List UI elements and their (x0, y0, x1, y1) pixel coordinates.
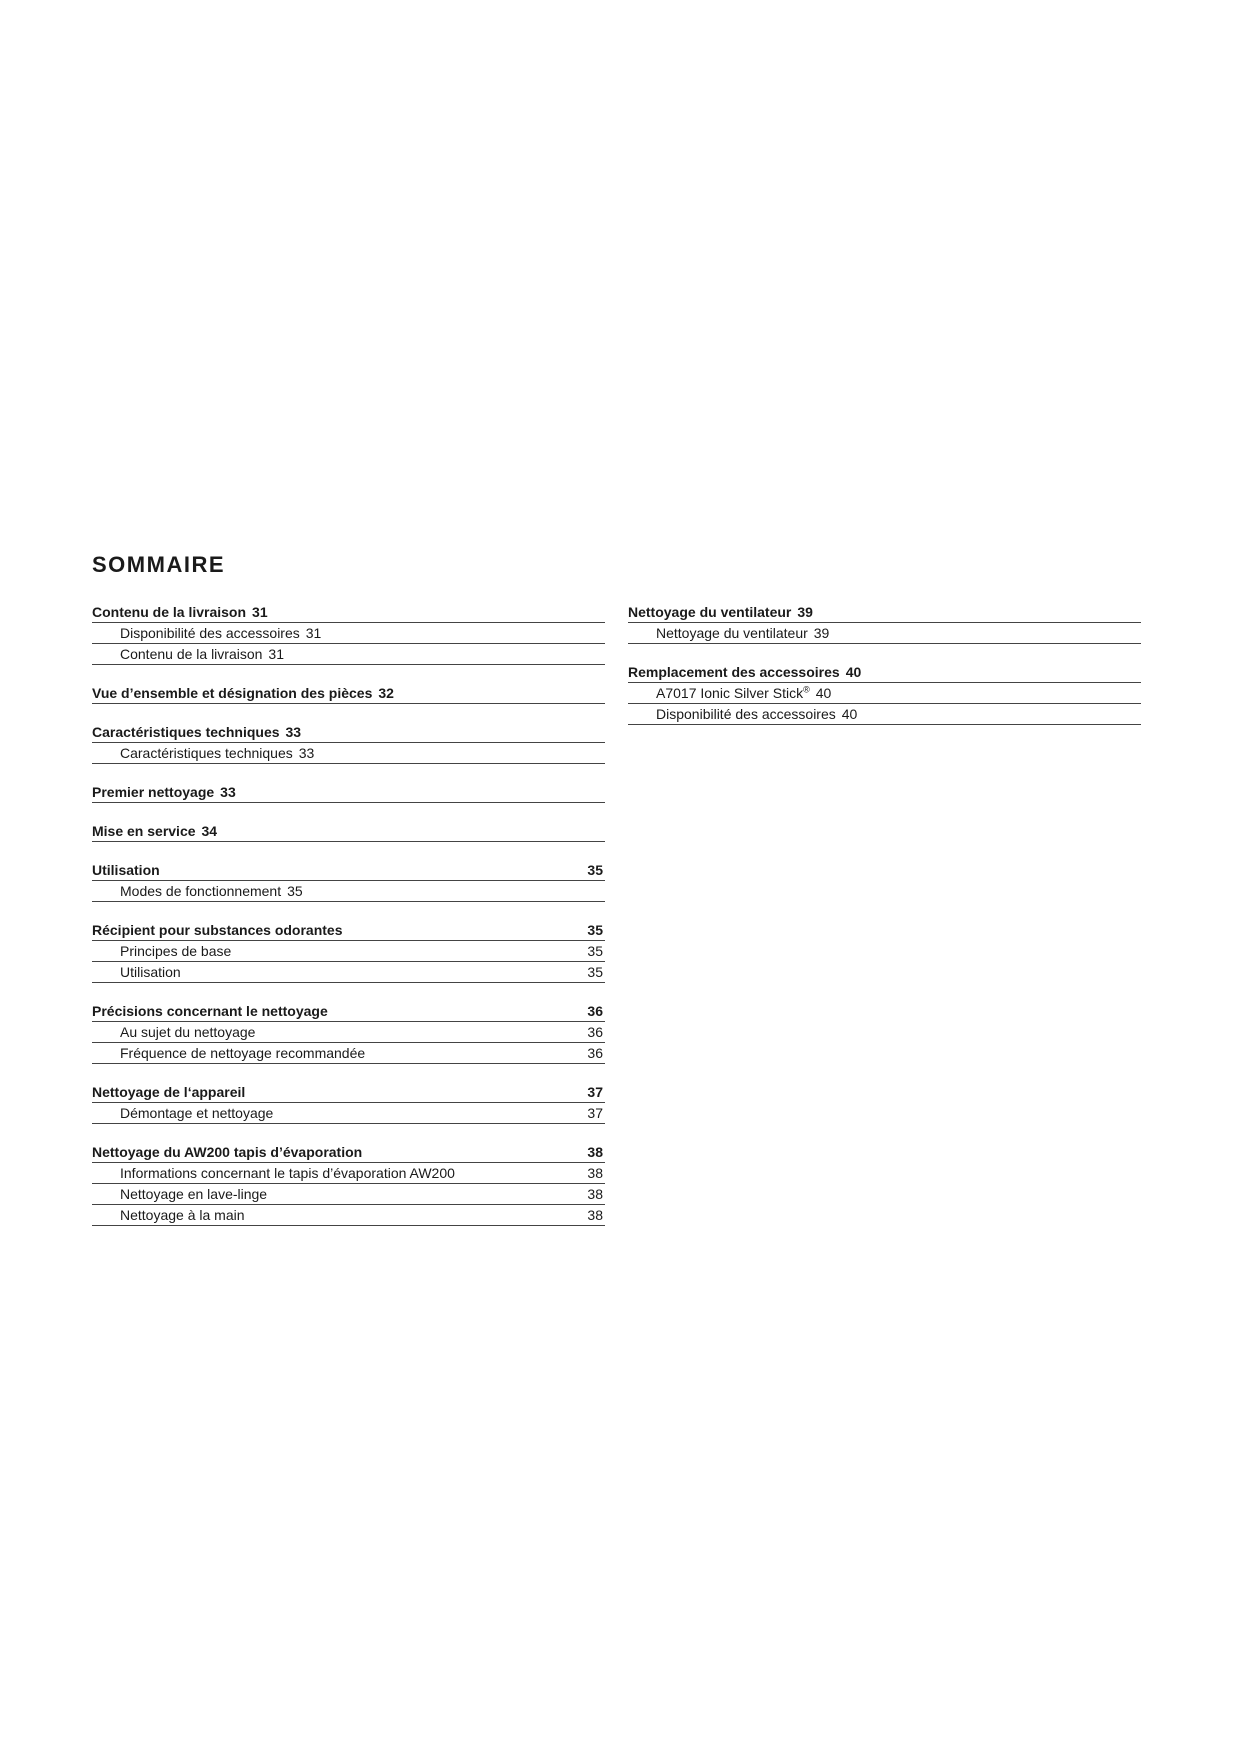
toc-entry-label: Nettoyage du ventilateur (656, 625, 808, 641)
toc-heading-label: Contenu de la livraison (92, 604, 247, 620)
toc-entry-label: Caractéristiques techniques (120, 745, 293, 761)
toc-heading[interactable] (92, 722, 605, 743)
toc-entry[interactable] (92, 1103, 605, 1124)
registered-mark: ® (803, 684, 810, 695)
toc-section (92, 683, 605, 704)
toc-heading[interactable] (628, 662, 1141, 683)
toc-page-number: 36 (587, 1024, 603, 1040)
toc-heading-label: Nettoyage de l‘appareil (92, 1084, 246, 1100)
toc-heading-label: Mise en service (92, 823, 196, 839)
toc-page-number: 39 (813, 625, 830, 641)
toc-page-number: 35 (587, 862, 603, 878)
toc-entry-label: Utilisation (120, 964, 181, 980)
toc-section (92, 602, 605, 665)
toc-entry-label: Fréquence de nettoyage recommandée (120, 1045, 366, 1061)
toc-page-number: 32 (378, 685, 394, 701)
toc-page-number: 39 (797, 604, 813, 620)
toc-section (92, 920, 605, 983)
toc-heading-label: Précisions concernant le nettoyage (92, 1003, 328, 1019)
toc-heading-label: Utilisation (92, 862, 160, 878)
toc-section (92, 1001, 605, 1064)
toc-entry[interactable] (92, 1163, 605, 1184)
toc-section (628, 602, 1141, 644)
toc-heading[interactable] (92, 683, 605, 704)
toc-page-number: 35 (587, 943, 603, 959)
toc-entry-label: Nettoyage en lave-linge (120, 1186, 268, 1202)
toc-entry-label: Principes de base (120, 943, 232, 959)
toc-heading[interactable] (92, 860, 605, 881)
toc-left-column (92, 602, 605, 1244)
toc-entry[interactable] (92, 644, 605, 665)
toc-entry-label: Nettoyage à la main (120, 1207, 245, 1223)
toc-entry[interactable] (92, 743, 605, 764)
toc-heading[interactable] (92, 821, 605, 842)
toc-entry[interactable] (92, 881, 605, 902)
toc-page-number: 31 (252, 604, 268, 620)
toc-page-number: 37 (587, 1105, 603, 1121)
toc-heading-label: Caractéristiques techniques (92, 724, 280, 740)
toc-entry-label: Modes de fonctionnement (120, 883, 282, 899)
toc-entry-label: Démontage et nettoyage (120, 1105, 274, 1121)
toc-entry-label: A7017 Ionic Silver Stick (656, 685, 804, 701)
toc-entry[interactable] (628, 704, 1141, 725)
toc-heading-label: Récipient pour substances odorantes (92, 922, 343, 938)
toc-heading-label: Remplacement des accessoires (628, 664, 840, 680)
toc-page-number: 37 (587, 1084, 603, 1100)
toc-heading[interactable] (92, 782, 605, 803)
toc-entry[interactable] (92, 962, 605, 983)
toc-entry[interactable] (92, 1184, 605, 1205)
toc-page-number: 38 (587, 1165, 603, 1181)
page-title: SOMMAIRE (92, 552, 225, 577)
toc-heading[interactable] (92, 1082, 605, 1103)
toc-page-number: 35 (287, 883, 303, 899)
toc-heading[interactable] (92, 1001, 605, 1022)
toc-entry[interactable] (628, 683, 1141, 704)
toc-entry-label: Au sujet du nettoyage (120, 1024, 256, 1040)
toc-page-number: 31 (305, 625, 322, 641)
toc-page-number: 36 (587, 1003, 603, 1019)
toc-section (92, 1082, 605, 1124)
toc-entry[interactable] (92, 1022, 605, 1043)
toc-heading[interactable] (92, 1142, 605, 1163)
toc-page-number: 36 (587, 1045, 603, 1061)
toc-entry[interactable] (92, 623, 605, 644)
toc-section (628, 662, 1141, 725)
toc-page-number: 40 (845, 664, 862, 680)
toc-entry-label: Disponibilité des accessoires (120, 625, 300, 641)
toc-section (92, 821, 605, 842)
toc-heading-label: Nettoyage du AW200 tapis d’évaporation (92, 1144, 363, 1160)
toc-entry[interactable] (92, 1205, 605, 1226)
toc-page-number: 38 (587, 1207, 603, 1223)
toc-entry-label: Contenu de la livraison (120, 646, 263, 662)
toc-page-number: 33 (298, 745, 315, 761)
toc-page-number: 34 (201, 823, 218, 839)
toc-page-number: 38 (587, 1144, 603, 1160)
toc-heading[interactable] (628, 602, 1141, 623)
toc-page-number: 35 (587, 964, 603, 980)
toc-entry-label: Disponibilité des accessoires (656, 706, 836, 722)
toc-entry-label: Informations concernant le tapis d’évaporation AW200 (120, 1165, 455, 1181)
toc-heading[interactable] (92, 920, 605, 941)
toc-heading-label: Premier nettoyage (92, 784, 215, 800)
toc-page-number: 40 (815, 685, 832, 701)
toc-page-number: 31 (268, 646, 284, 662)
toc-page-number: 33 (285, 724, 302, 740)
toc-heading[interactable] (92, 602, 605, 623)
toc-page-number: 33 (220, 784, 236, 800)
toc-heading-label: Vue d’ensemble et désignation des pièces (92, 685, 373, 701)
toc-entry[interactable] (92, 1043, 605, 1064)
toc-section (92, 722, 605, 764)
toc-entry[interactable] (628, 623, 1141, 644)
toc-page-number: 38 (587, 1186, 603, 1202)
toc-right-column (628, 602, 1141, 743)
toc-entry[interactable] (92, 941, 605, 962)
toc-heading-label: Nettoyage du ventilateur (628, 604, 792, 620)
toc-page-number: 40 (841, 706, 858, 722)
toc-section (92, 860, 605, 902)
toc-section (92, 782, 605, 803)
toc-page-number: 35 (587, 922, 603, 938)
toc-section (92, 1142, 605, 1226)
